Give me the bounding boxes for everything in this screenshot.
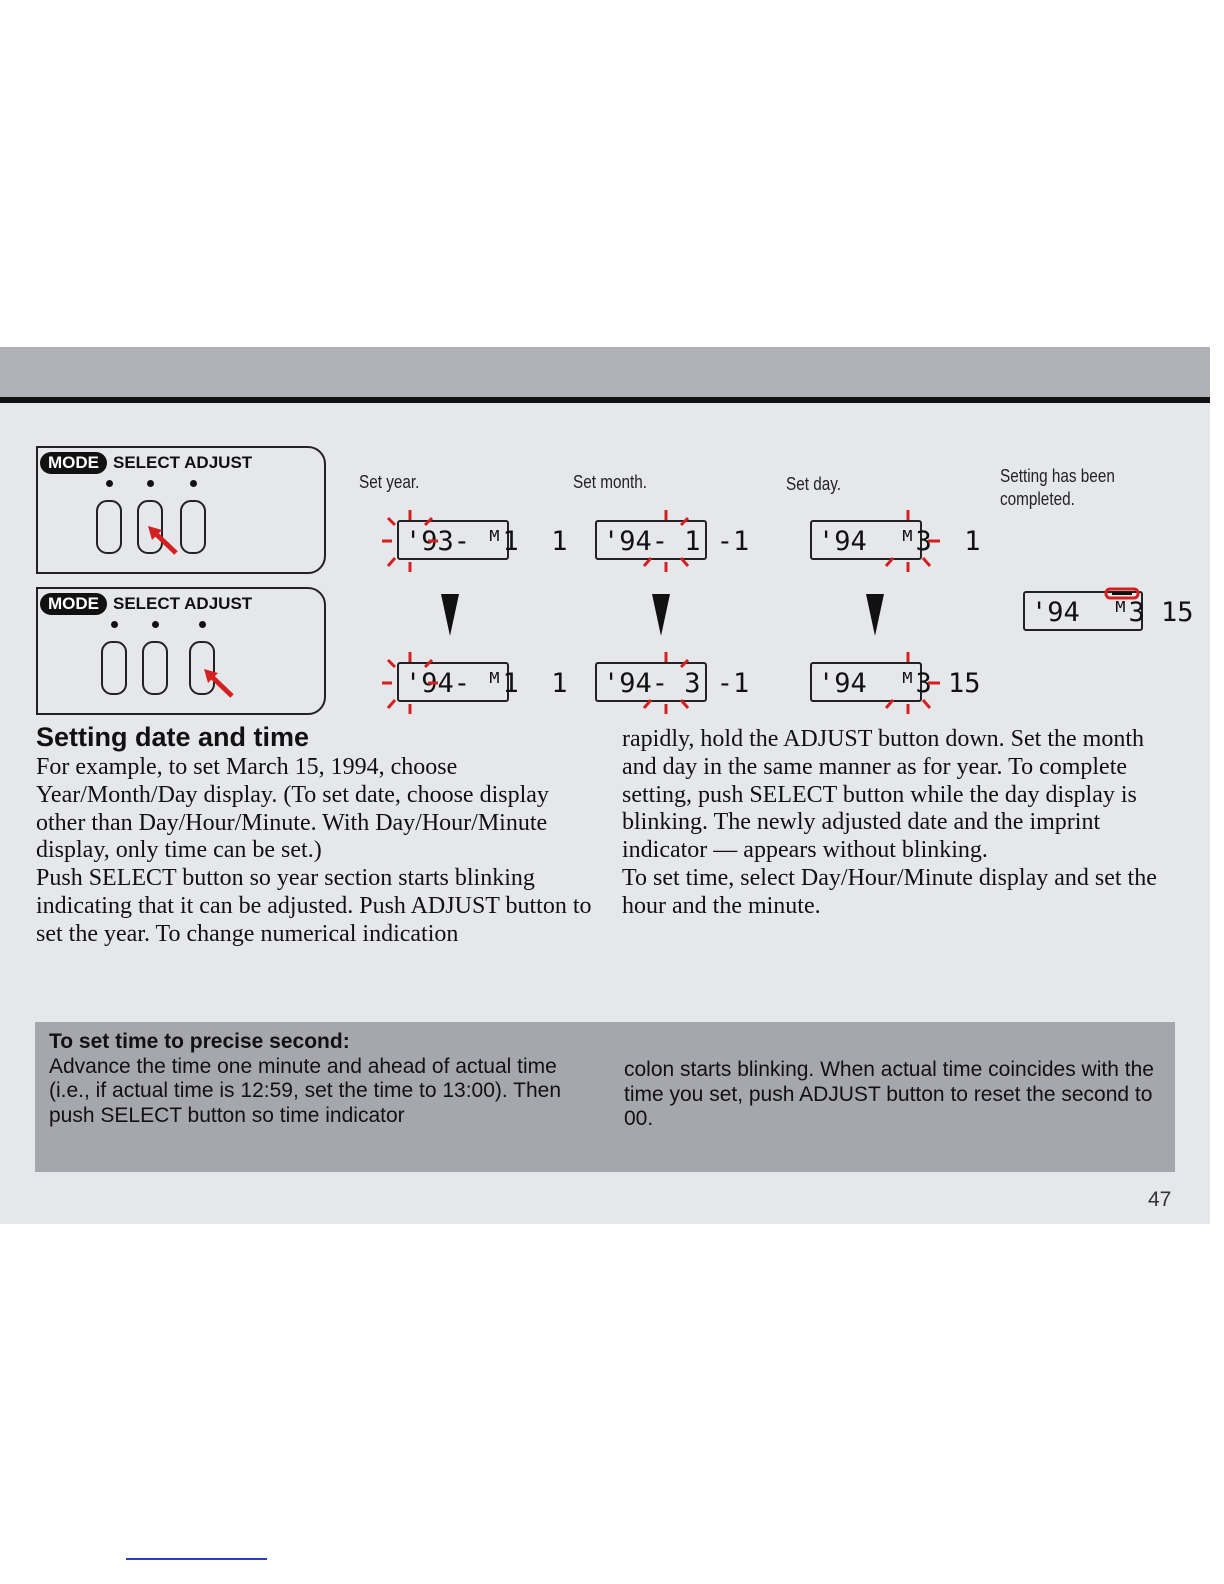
note-right-column (624, 1058, 1169, 1132)
select-dot (147, 480, 154, 487)
lcd-display-year-before: '93- ᴹ1 1 (397, 520, 509, 560)
adjust-label: ADJUST (184, 594, 253, 613)
press-arrow-icon (146, 526, 180, 556)
control-panel-adjust (36, 587, 326, 715)
step-caption-day: Set day. (786, 474, 842, 494)
adjust-dot (190, 480, 197, 487)
lcd-display-month-before: '94- 1 -1 (595, 520, 707, 560)
mode-dot (111, 621, 118, 628)
mode-label: MODE (40, 593, 107, 615)
body-paragraph: For example, to set March 15, 1994, choose Year/Month/Day display. (To set date, choose display other than Day/Hour/Minute. With Day/Hour/Minute display, only time can be set.) (36, 754, 549, 864)
header-rule (0, 397, 1210, 403)
select-label: SELECT (113, 594, 181, 613)
body-right-column (622, 726, 1178, 921)
section-title: Setting date and time (36, 722, 310, 752)
body-paragraph: To set time, select Day/Hour/Minute display and set the hour and the minute. (622, 864, 1157, 919)
panel-header (40, 593, 252, 615)
lcd-display-day-after: '94 ᴹ3 15 (810, 662, 922, 702)
blink-indicator-icon (380, 508, 440, 574)
down-arrow-icon (866, 594, 884, 636)
control-panel-select (36, 446, 326, 574)
note-left-column (49, 1030, 594, 1128)
blink-indicator-icon (878, 650, 942, 716)
mode-button[interactable] (101, 641, 127, 695)
select-label: SELECT (113, 453, 181, 472)
blink-indicator-icon (636, 508, 696, 574)
body-left-column (36, 754, 596, 949)
step-caption-complete: Setting has been completed. (1000, 466, 1115, 509)
blink-indicator-icon (636, 650, 696, 716)
adjust-dot (199, 621, 206, 628)
adjust-label: ADJUST (184, 453, 253, 472)
panel-header (40, 452, 252, 474)
header-band (0, 347, 1210, 397)
down-arrow-icon (652, 594, 670, 636)
page-number: 47 (1148, 1188, 1172, 1211)
select-button[interactable] (142, 641, 168, 695)
mode-label: MODE (40, 452, 107, 474)
step-caption-year: Set year. (359, 472, 420, 492)
note-text: Advance the time one minute and ahead of actual time (i.e., if actual time is 12:59, set the time to 13:00). Then push SELECT button so time indicator (49, 1054, 562, 1127)
lcd-display-month-after: '94- 3 -1 (595, 662, 707, 702)
press-arrow-icon (202, 669, 236, 699)
body-paragraph: Push SELECT button so year section starts blinking indicating that it can be adjusted. Push ADJUST button to set the year. To change numerical indication (36, 865, 592, 947)
footer-rule (126, 1558, 267, 1560)
blink-indicator-icon (380, 650, 440, 716)
lcd-display-year-after: '94- ᴹ1 1 (397, 662, 509, 702)
mode-button[interactable] (96, 500, 122, 554)
lcd-display-day-before: '94 ᴹ3 1 (810, 520, 922, 560)
note-box (35, 1022, 1175, 1172)
adjust-button[interactable] (180, 500, 206, 554)
body-paragraph: rapidly, hold the ADJUST button down. Set the month and day in the same manner as for year. To complete setting, push SELECT button while the day display is blinking. The newly adjusted date and the imprint indicator — appears without blinking. (622, 726, 1144, 864)
imprint-indicator-icon (1103, 586, 1143, 602)
down-arrow-icon (441, 594, 459, 636)
lcd-display-final: '94 ᴹ3 15 (1023, 591, 1143, 631)
note-title: To set time to precise second: (49, 1030, 350, 1053)
select-dot (152, 621, 159, 628)
step-caption-month: Set month. (573, 472, 647, 492)
blink-indicator-icon (878, 508, 942, 574)
note-text: colon starts blinking. When actual time coincides with the time you set, push ADJUST button to reset the second to 00. (624, 1058, 1154, 1130)
mode-dot (106, 480, 113, 487)
